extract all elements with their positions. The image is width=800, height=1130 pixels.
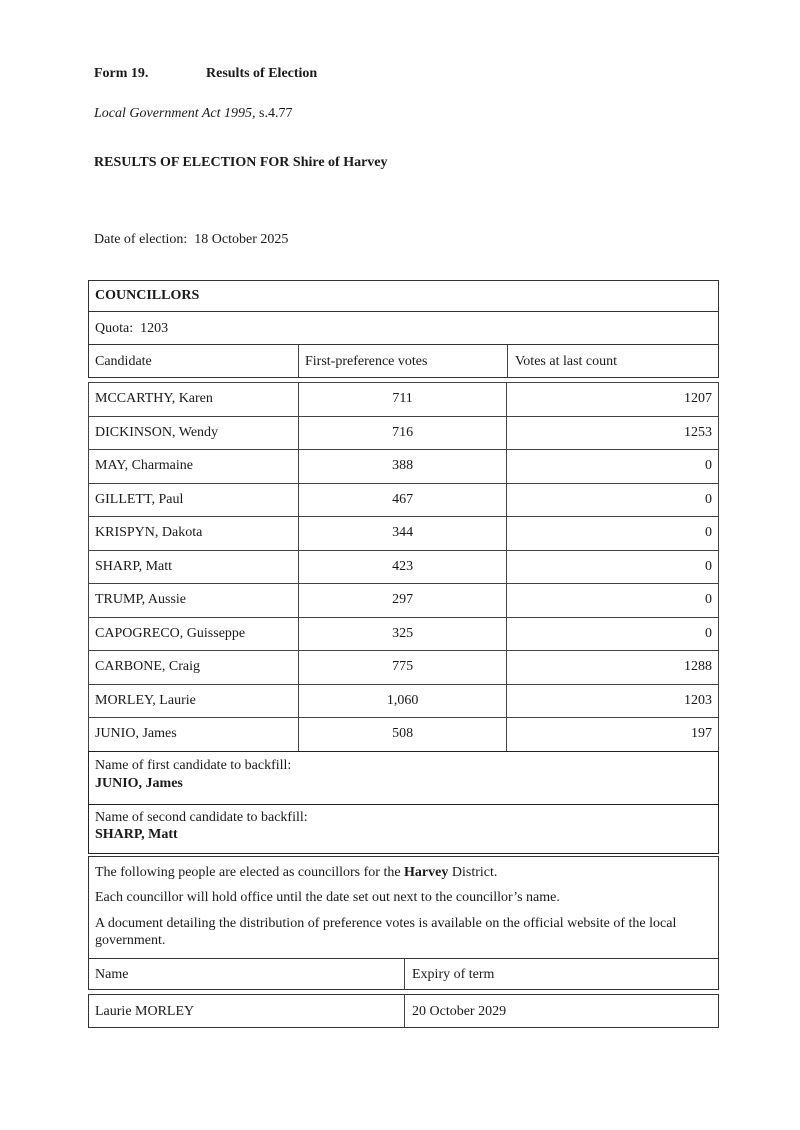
votes-at-last-count: 1288 (507, 651, 719, 685)
elected-statement-line1: The following people are elected as councillors for the Harvey District. (95, 865, 498, 880)
candidate-name: DICKINSON, Wendy (89, 416, 299, 450)
councillors-section-title-box (88, 280, 719, 312)
column-header-first-preference: First-preference votes (305, 354, 428, 369)
first-preference-votes: 344 (298, 517, 507, 551)
table-row (89, 617, 719, 651)
form-number: Form 19. (94, 66, 149, 81)
elected-expiry: 20 October 2029 (412, 1004, 507, 1019)
candidate-name: TRUMP, Aussie (89, 584, 299, 618)
first-preference-votes: 467 (298, 483, 507, 517)
column-header-name: Name (95, 967, 129, 982)
first-preference-votes: 711 (298, 383, 507, 417)
date-label: Date of election: (94, 232, 188, 247)
votes-at-last-count: 1253 (507, 416, 719, 450)
form-title: Results of Election (206, 66, 318, 81)
second-backfill-label: Name of second candidate to backfill: (95, 810, 308, 825)
column-header-candidate: Candidate (95, 354, 152, 369)
candidate-name: MAY, Charmaine (89, 450, 299, 484)
elected-name: Laurie MORLEY (95, 1004, 195, 1019)
first-preference-votes: 325 (298, 617, 507, 651)
elected-statement-line2: Each councillor will hold office until the date set out next to the councillor’s name. (95, 890, 560, 905)
election-date (94, 232, 288, 248)
table-row (89, 517, 719, 551)
quota-box (88, 311, 719, 345)
results-column-header (88, 344, 719, 378)
date-value: 18 October 2025 (194, 232, 289, 247)
table-row (89, 383, 719, 417)
table-row (89, 684, 719, 718)
candidate-name: MORLEY, Laurie (89, 684, 299, 718)
first-preference-votes: 297 (298, 584, 507, 618)
first-preference-votes: 716 (298, 416, 507, 450)
votes-at-last-count: 0 (507, 450, 719, 484)
table-row (89, 550, 719, 584)
candidate-name: JUNIO, James (89, 718, 299, 752)
act-reference (94, 106, 292, 122)
candidate-name: SHARP, Matt (89, 550, 299, 584)
second-backfill-box (88, 804, 719, 854)
elected-statement-box (88, 856, 719, 959)
votes-at-last-count: 0 (507, 584, 719, 618)
first-backfill-box (88, 751, 719, 805)
first-preference-votes: 388 (298, 450, 507, 484)
second-backfill-name: SHARP, Matt (95, 827, 178, 842)
table-row (89, 483, 719, 517)
votes-at-last-count: 1203 (507, 684, 719, 718)
table-row (89, 651, 719, 685)
candidate-name: KRISPYN, Dakota (89, 517, 299, 551)
table-row (89, 416, 719, 450)
votes-at-last-count: 197 (507, 718, 719, 752)
candidate-name: GILLETT, Paul (89, 483, 299, 517)
table-row (89, 584, 719, 618)
votes-at-last-count: 0 (507, 517, 719, 551)
councillors-section-title: COUNCILLORS (95, 288, 200, 303)
results-table (88, 382, 719, 752)
votes-at-last-count: 1207 (507, 383, 719, 417)
column-header-expiry: Expiry of term (412, 967, 495, 982)
form-title-line (94, 66, 317, 82)
table-row (89, 718, 719, 752)
candidate-name: CARBONE, Craig (89, 651, 299, 685)
votes-at-last-count: 0 (507, 550, 719, 584)
candidate-name: MCCARTHY, Karen (89, 383, 299, 417)
first-preference-votes: 1,060 (298, 684, 507, 718)
column-header-last-count: Votes at last count (515, 354, 618, 369)
first-preference-votes: 775 (298, 651, 507, 685)
elected-row (88, 994, 719, 1028)
elected-statement-line3: A document detailing the distribution of preference votes is available on the official website of the local government. (95, 916, 677, 948)
votes-at-last-count: 0 (507, 483, 719, 517)
first-backfill-name: JUNIO, James (95, 776, 183, 791)
page-heading: RESULTS OF ELECTION FOR Shire of Harvey (94, 155, 388, 170)
quota: Quota: 1203 (95, 321, 169, 336)
act-section: s.4.77 (259, 106, 293, 121)
first-preference-votes: 508 (298, 718, 507, 752)
elected-column-header (88, 958, 719, 990)
votes-at-last-count: 0 (507, 617, 719, 651)
candidate-name: CAPOGRECO, Guisseppe (89, 617, 299, 651)
first-backfill-label: Name of first candidate to backfill: (95, 758, 292, 773)
first-preference-votes: 423 (298, 550, 507, 584)
table-row (89, 450, 719, 484)
act-name: Local Government Act 1995, (94, 106, 256, 121)
